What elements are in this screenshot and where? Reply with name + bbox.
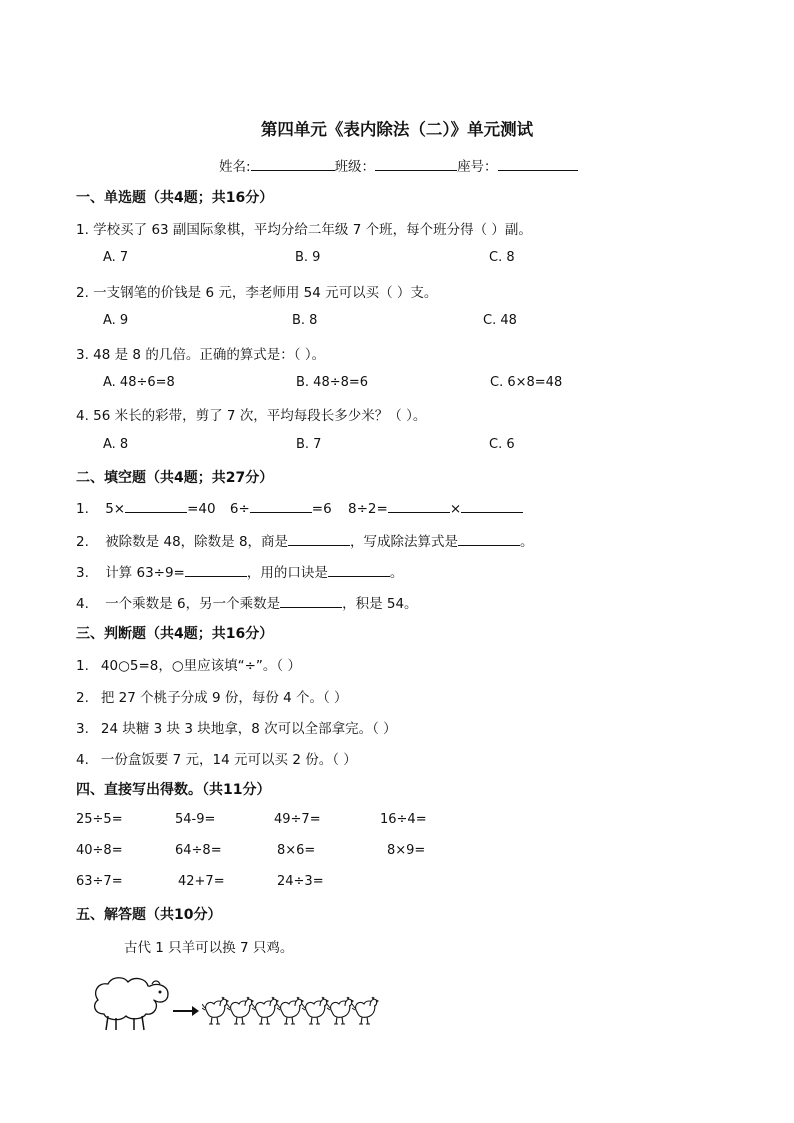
blank-2-4-a[interactable] bbox=[280, 594, 342, 608]
option-1-1-b[interactable]: B. 9 bbox=[295, 250, 321, 265]
fill-question-4: 4. 一个乘数是 6，另一个乘数是 ，积是 54。 bbox=[76, 596, 418, 612]
option-1-4-b[interactable]: B. 7 bbox=[296, 437, 322, 452]
chickens-icon bbox=[202, 992, 384, 1028]
question-1-3: 3. 48 是 8 的几倍。正确的算式是：（ ）。 bbox=[76, 347, 326, 363]
fill-question-3: 3. 计算 63÷9= ，用的口诀是 。 bbox=[76, 565, 404, 581]
sheep-icon bbox=[88, 972, 172, 1034]
page-title: 第四单元《表内除法（二）》单元测试 bbox=[260, 120, 534, 139]
calc-item: 16÷4= bbox=[380, 812, 427, 827]
option-1-3-c[interactable]: C. 6×8=48 bbox=[490, 375, 563, 390]
calc-item: 49÷7= bbox=[274, 812, 321, 827]
seat-label: 座号： bbox=[457, 159, 498, 175]
blank-2-2-a[interactable] bbox=[288, 532, 350, 546]
blank-2-1-b[interactable] bbox=[250, 499, 312, 513]
seat-blank[interactable] bbox=[498, 157, 578, 171]
fill-question-2: 2. 被除数是 48，除数是 8，商是 ，写成除法算式是 。 bbox=[76, 534, 534, 550]
option-1-1-c[interactable]: C. 8 bbox=[489, 250, 515, 265]
option-1-3-b[interactable]: B. 48÷8=6 bbox=[296, 375, 369, 390]
option-1-4-c[interactable]: C. 6 bbox=[489, 437, 515, 452]
blank-2-3-a[interactable] bbox=[185, 563, 247, 577]
judge-question-4: 4. 一份盒饭要 7 元，14 元可以买 2 份。（ ） bbox=[76, 752, 357, 768]
judge-question-1: 1. 40○5=8，○里应该填“÷”。（ ） bbox=[76, 658, 301, 674]
calc-item: 42+7= bbox=[178, 874, 225, 889]
word-problem-text: 古代 1 只羊可以换 7 只鸡。 bbox=[124, 940, 294, 956]
option-1-2-c[interactable]: C. 48 bbox=[483, 313, 517, 328]
section-heading-mental-math: 四、直接写出得数。（共11分） bbox=[76, 782, 271, 798]
section-heading-true-false: 三、判断题（共4题；共16分） bbox=[76, 626, 274, 642]
question-1-2: 2. 一支钢笔的价钱是 6 元，李老师用 54 元可以买（ ）支。 bbox=[76, 285, 438, 301]
option-1-3-a[interactable]: A. 48÷6=8 bbox=[103, 375, 175, 390]
judge-question-2: 2. 把 27 个桃子分成 9 份，每份 4 个。（ ） bbox=[76, 690, 348, 706]
blank-2-1-a[interactable] bbox=[125, 499, 187, 513]
blank-2-2-b[interactable] bbox=[458, 532, 520, 546]
question-1-1: 1. 学校买了 63 副国际象棋，平均分给二年级 7 个班，每个班分得（ ）副。 bbox=[76, 222, 532, 238]
section-heading-word-problem: 五、解答题（共10分） bbox=[76, 907, 222, 923]
option-1-2-b[interactable]: B. 8 bbox=[292, 313, 318, 328]
judge-question-3: 3. 24 块糖 3 块 3 块地拿，8 次可以全部拿完。（ ） bbox=[76, 721, 397, 737]
calc-item: 63÷7= bbox=[76, 874, 123, 889]
calc-item: 40÷8= bbox=[76, 843, 123, 858]
calc-item: 8×9= bbox=[387, 843, 426, 858]
class-blank[interactable] bbox=[375, 157, 457, 171]
calc-item: 24÷3= bbox=[277, 874, 324, 889]
blank-2-3-b[interactable] bbox=[328, 563, 390, 577]
option-1-4-a[interactable]: A. 8 bbox=[103, 437, 129, 452]
section-heading-fill-blank: 二、填空题（共4题；共27分） bbox=[76, 470, 274, 486]
option-1-2-a[interactable]: A. 9 bbox=[103, 313, 129, 328]
calc-item: 54-9= bbox=[175, 812, 216, 827]
calc-item: 8×6= bbox=[277, 843, 316, 858]
student-info bbox=[219, 155, 578, 175]
section-heading-single-choice: 一、单选题（共4题；共16分） bbox=[76, 190, 274, 206]
name-label: 姓名: bbox=[219, 159, 251, 175]
name-blank[interactable] bbox=[251, 157, 335, 171]
option-1-1-a[interactable]: A. 7 bbox=[103, 250, 129, 265]
class-label: 班级： bbox=[334, 159, 376, 175]
fill-question-1: 1. 5× =40 6÷ =6 8÷2= × bbox=[76, 499, 523, 517]
blank-2-1-c[interactable] bbox=[388, 499, 450, 513]
calc-item: 64÷8= bbox=[175, 843, 222, 858]
blank-2-1-d[interactable] bbox=[461, 499, 523, 513]
question-1-4: 4. 56 米长的彩带，剪了 7 次，平均每段长多少米？（ ）。 bbox=[76, 408, 427, 424]
calc-item: 25÷5= bbox=[76, 812, 123, 827]
arrow-right-icon bbox=[172, 1004, 200, 1018]
